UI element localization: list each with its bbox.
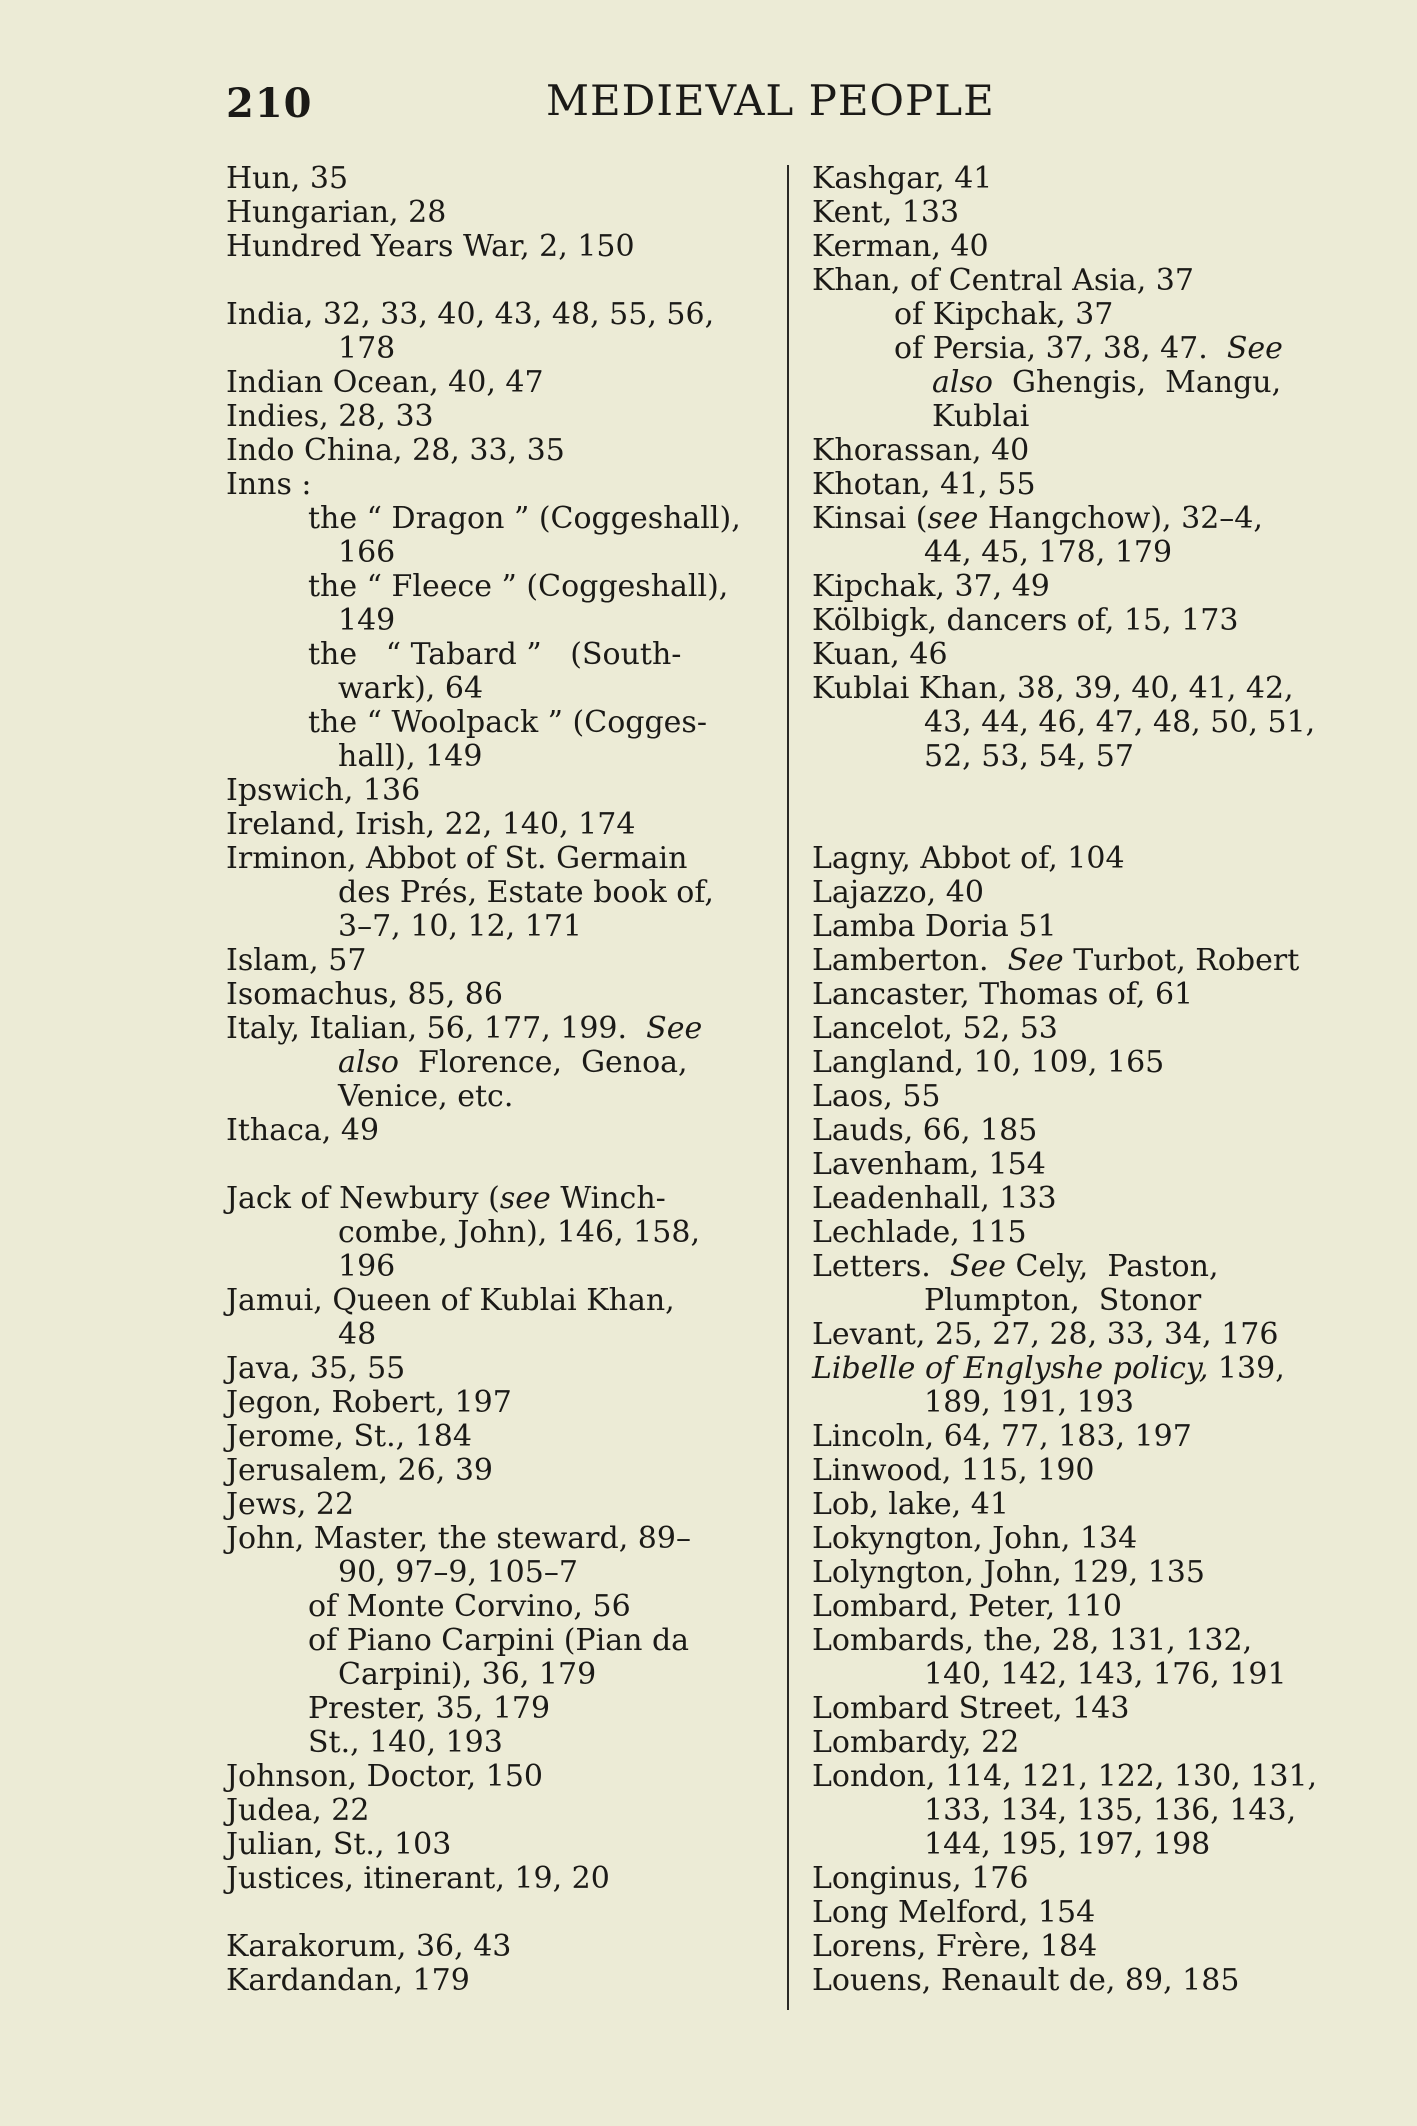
index-entry <box>226 1794 776 1828</box>
entry-text: Lob, lake, 41 <box>812 1487 1009 1522</box>
entry-text: 144, 195, 197, 198 <box>924 1827 1211 1862</box>
entry-text: Kipchak, 37, 49 <box>812 569 1050 604</box>
index-entry <box>226 1114 776 1148</box>
entry-text: Linwood, 115, 190 <box>812 1453 1095 1488</box>
index-subentry <box>226 910 776 944</box>
italic-text: see <box>927 501 979 536</box>
entry-text: Turbot, Robert <box>1063 943 1300 978</box>
index-entry <box>812 1046 1367 1080</box>
entry-text: Kent, 133 <box>812 195 960 230</box>
entry-text: Lokyngton, John, 134 <box>812 1521 1138 1556</box>
index-subentry <box>226 332 776 366</box>
index-subentry <box>812 1658 1367 1692</box>
entry-text: 43, 44, 46, 47, 48, 50, 51, <box>924 705 1316 740</box>
entry-text: Florence, Genoa, <box>418 1045 688 1080</box>
entry-text: St., 140, 193 <box>308 1725 503 1760</box>
entry-text: 44, 45, 178, 179 <box>924 535 1173 570</box>
entry-text: Lauds, 66, 185 <box>812 1113 1038 1148</box>
index-entry <box>812 876 1367 910</box>
index-entry <box>812 910 1367 944</box>
entry-text: Lombard, Peter, 110 <box>812 1589 1122 1624</box>
entry-text: Louens, Renault de, 89, 185 <box>812 1963 1240 1998</box>
italic-text: See <box>1007 943 1064 978</box>
index-entry <box>812 1692 1367 1726</box>
index-entry <box>226 230 776 264</box>
index-entry <box>226 298 776 332</box>
index-subentry <box>812 366 1367 400</box>
index-entry <box>226 1420 776 1454</box>
entry-gap <box>226 264 776 298</box>
index-entry <box>812 196 1367 230</box>
index-entry <box>226 1930 776 1964</box>
entry-text: Cely, Paston, <box>1005 1249 1219 1284</box>
entry-text: Plumpton, Stonor <box>924 1283 1202 1318</box>
index-subentry <box>812 740 1367 774</box>
entry-text: Lamba Doria 51 <box>812 909 1057 944</box>
italic-text: See <box>1226 331 1283 366</box>
italic-text: also <box>338 1045 399 1080</box>
index-entry <box>226 1352 776 1386</box>
index-entry <box>812 1420 1367 1454</box>
entry-text: Lincoln, 64, 77, 183, 197 <box>812 1419 1192 1454</box>
index-entry <box>226 842 776 876</box>
entry-text: Lancaster, Thomas of, 61 <box>812 977 1194 1012</box>
entry-text: Lajazzo, 40 <box>812 875 984 910</box>
entry-text: Longinus, 176 <box>812 1861 1029 1896</box>
index-entry <box>812 230 1367 264</box>
italic-text: also <box>932 365 993 400</box>
entry-text: Winch- <box>550 1181 666 1216</box>
index-entry <box>812 1930 1367 1964</box>
entry-text: Hungarian, 28 <box>226 195 447 230</box>
index-subentry <box>226 740 776 774</box>
index-entry <box>812 1318 1367 1352</box>
index-entry <box>226 774 776 808</box>
entry-text: Lamberton. <box>812 943 989 978</box>
index-entry <box>812 672 1367 706</box>
index-subentry <box>226 1080 776 1114</box>
entry-text: combe, John), 146, 158, <box>338 1215 700 1250</box>
entry-text: Indies, 28, 33 <box>226 399 434 434</box>
index-entry <box>812 1624 1367 1658</box>
entry-text: hall), 149 <box>338 739 483 774</box>
index-entry <box>812 434 1367 468</box>
entry-text: Carpini), 36, 179 <box>338 1657 597 1692</box>
index-entry <box>226 162 776 196</box>
index-entry <box>812 1590 1367 1624</box>
entry-text: Lombard Street, 143 <box>812 1691 1130 1726</box>
entry-text: Islam, 57 <box>226 943 367 978</box>
entry-text: 133, 134, 135, 136, 143, <box>924 1793 1297 1828</box>
index-entry <box>812 468 1367 502</box>
entry-text: Long Melford, 154 <box>812 1895 1096 1930</box>
index-entry <box>812 1182 1367 1216</box>
entry-text: Ghengis, Mangu, <box>1012 365 1282 400</box>
index-subentry <box>226 638 776 672</box>
index-subentry <box>226 1692 776 1726</box>
entry-text: the “ Fleece ” (Coggeshall), <box>308 569 729 604</box>
index-subentry <box>812 1794 1367 1828</box>
entry-text: Hangchow), 32–4, <box>978 501 1263 536</box>
index-entry <box>226 468 776 502</box>
index-entry <box>812 1522 1367 1556</box>
italic-text: Libelle of Englyshe policy, <box>812 1351 1209 1386</box>
entry-text: Khotan, 41, 55 <box>812 467 1036 502</box>
page-number: 210 <box>226 80 313 127</box>
entry-text: 139, <box>1208 1351 1285 1386</box>
index-subentry <box>226 876 776 910</box>
index-entry <box>812 570 1367 604</box>
index-entry <box>226 1760 776 1794</box>
entry-text: Lechlade, 115 <box>812 1215 1027 1250</box>
entry-text: the “ Dragon ” (Coggeshall), <box>308 501 741 536</box>
index-subentry <box>812 298 1367 332</box>
entry-text: Java, 35, 55 <box>226 1351 406 1386</box>
index-subentry <box>812 1386 1367 1420</box>
index-entry <box>812 1012 1367 1046</box>
index-entry <box>226 1828 776 1862</box>
entry-text: Hundred Years War, 2, 150 <box>226 229 635 264</box>
entry-text: Kardandan, 179 <box>226 1963 470 1998</box>
index-entry <box>812 1352 1367 1386</box>
entry-text: Letters. <box>812 1249 931 1284</box>
entry-text: of Kipchak, 37 <box>894 297 1114 332</box>
entry-text: the “ Woolpack ” (Cogges- <box>308 705 707 740</box>
index-entry <box>812 1964 1367 1998</box>
entry-text: Jack of Newbury ( <box>226 1181 500 1216</box>
index-subentry <box>226 1590 776 1624</box>
index-entry <box>812 944 1367 978</box>
entry-text: of Monte Corvino, 56 <box>308 1589 631 1624</box>
index-subentry <box>812 332 1367 366</box>
entry-text: 48 <box>338 1317 377 1352</box>
entry-text: Irminon, Abbot of St. Germain <box>226 841 688 876</box>
running-title: MEDIEVAL PEOPLE <box>546 76 995 125</box>
index-entry <box>812 638 1367 672</box>
index-entry <box>812 1250 1367 1284</box>
entry-text: Lavenham, 154 <box>812 1147 1046 1182</box>
entry-text: Venice, etc. <box>338 1079 514 1114</box>
index-entry <box>226 1182 776 1216</box>
entry-gap <box>226 1896 776 1930</box>
index-entry <box>226 434 776 468</box>
index-entry <box>812 502 1367 536</box>
entry-text: 189, 191, 193 <box>924 1385 1134 1420</box>
entry-text: London, 114, 121, 122, 130, 131, <box>812 1759 1318 1794</box>
column-divider <box>787 165 789 2010</box>
entry-text: Levant, 25, 27, 28, 33, 34, 176 <box>812 1317 1279 1352</box>
entry-text: Julian, St., 103 <box>226 1827 452 1862</box>
index-subentry <box>226 1658 776 1692</box>
entry-text: the “ Tabard ” (South- <box>308 637 682 672</box>
entry-text: Lorens, Frère, 184 <box>812 1929 1098 1964</box>
entry-text: Jerome, St., 184 <box>226 1419 472 1454</box>
italic-text: See <box>949 1249 1006 1284</box>
index-entry <box>226 1012 776 1046</box>
entry-text: Kinsai ( <box>812 501 928 536</box>
entry-text: Laos, 55 <box>812 1079 941 1114</box>
index-entry <box>226 1862 776 1896</box>
index-entry <box>812 1080 1367 1114</box>
page-header <box>226 76 1366 140</box>
index-subentry <box>812 536 1367 570</box>
entry-text: Kerman, 40 <box>812 229 989 264</box>
index-entry <box>226 944 776 978</box>
index-entry <box>226 1284 776 1318</box>
index-entry <box>812 1896 1367 1930</box>
index-entry <box>812 1216 1367 1250</box>
entry-text: Lombardy, 22 <box>812 1725 1020 1760</box>
index-subentry <box>226 502 776 536</box>
entry-text: Leadenhall, 133 <box>812 1181 1057 1216</box>
index-subentry <box>226 1624 776 1658</box>
index-entry <box>812 1148 1367 1182</box>
entry-text: John, Master, the steward, 89– <box>226 1521 691 1556</box>
italic-text: see <box>499 1181 551 1216</box>
index-entry <box>812 1556 1367 1590</box>
entry-text: Karakorum, 36, 43 <box>226 1929 512 1964</box>
index-subentry <box>226 1250 776 1284</box>
index-subentry <box>226 570 776 604</box>
index-subentry <box>226 1318 776 1352</box>
index-subentry <box>812 706 1367 740</box>
index-entry <box>226 1386 776 1420</box>
index-entry <box>226 366 776 400</box>
entry-text: Kublai Khan, 38, 39, 40, 41, 42, <box>812 671 1294 706</box>
entry-text: 3–7, 10, 12, 171 <box>338 909 582 944</box>
index-subentry <box>226 672 776 706</box>
entry-text: 178 <box>338 331 396 366</box>
entry-text: Lolyngton, John, 129, 135 <box>812 1555 1205 1590</box>
index-entry <box>812 1726 1367 1760</box>
entry-text: of Persia, 37, 38, 47. <box>894 331 1208 366</box>
entry-text: Hun, 35 <box>226 161 349 196</box>
index-entry <box>226 1488 776 1522</box>
entry-text: of Piano Carpini (Pian da <box>308 1623 690 1658</box>
entry-text: Inns : <box>226 467 312 502</box>
index-subentry <box>226 1046 776 1080</box>
entry-text: 140, 142, 143, 176, 191 <box>924 1657 1287 1692</box>
index-entry <box>812 1114 1367 1148</box>
index-subentry <box>812 1284 1367 1318</box>
entry-text: Lancelot, 52, 53 <box>812 1011 1058 1046</box>
entry-gap <box>812 774 1367 842</box>
entry-text: Isomachus, 85, 86 <box>226 977 503 1012</box>
entry-text: Kashgar, 41 <box>812 161 993 196</box>
entry-text: Italy, Italian, 56, 177, 199. <box>226 1011 628 1046</box>
index-subentry <box>226 1726 776 1760</box>
entry-text: 196 <box>338 1249 396 1284</box>
index-subentry <box>812 1828 1367 1862</box>
entry-text: Jerusalem, 26, 39 <box>226 1453 494 1488</box>
index-entry <box>812 604 1367 638</box>
entry-text: Jews, 22 <box>226 1487 355 1522</box>
index-entry <box>812 162 1367 196</box>
entry-text: 149 <box>338 603 396 638</box>
entry-text: Khan, of Central Asia, 37 <box>812 263 1194 298</box>
entry-text: Ireland, Irish, 22, 140, 174 <box>226 807 636 842</box>
index-subentry <box>226 1556 776 1590</box>
entry-text: Langland, 10, 109, 165 <box>812 1045 1165 1080</box>
index-entry <box>812 1760 1367 1794</box>
entry-text: Kölbigk, dancers of, 15, 173 <box>812 603 1239 638</box>
entry-text: Lombards, the, 28, 131, 132, <box>812 1623 1253 1658</box>
index-subentry <box>812 400 1367 434</box>
index-entry <box>226 196 776 230</box>
index-entry <box>812 1454 1367 1488</box>
entry-text: Kuan, 46 <box>812 637 948 672</box>
entry-text: des Prés, Estate book of, <box>338 875 714 910</box>
index-subentry <box>226 604 776 638</box>
index-entry <box>226 1522 776 1556</box>
index-entry <box>812 842 1367 876</box>
entry-text: Lagny, Abbot of, 104 <box>812 841 1125 876</box>
index-column-right <box>812 162 1367 1998</box>
entry-text: Ithaca, 49 <box>226 1113 380 1148</box>
entry-text: 90, 97–9, 105–7 <box>338 1555 578 1590</box>
index-entry <box>226 1964 776 1998</box>
entry-text: Indo China, 28, 33, 35 <box>226 433 565 468</box>
entry-text: wark), 64 <box>338 671 484 706</box>
entry-text: Khorassan, 40 <box>812 433 1030 468</box>
index-subentry <box>226 536 776 570</box>
index-entry <box>812 1862 1367 1896</box>
entry-text: Indian Ocean, 40, 47 <box>226 365 544 400</box>
entry-text: Kublai <box>932 399 1030 434</box>
entry-text: Judea, 22 <box>226 1793 370 1828</box>
entry-text: Jamui, Queen of Kublai Khan, <box>226 1283 675 1318</box>
entry-text: India, 32, 33, 40, 43, 48, 55, 56, <box>226 297 715 332</box>
index-entry <box>812 264 1367 298</box>
entry-text: 166 <box>338 535 396 570</box>
entry-text: Justices, itinerant, 19, 20 <box>226 1861 610 1896</box>
entry-gap <box>226 1148 776 1182</box>
entry-text: Jegon, Robert, 197 <box>226 1385 512 1420</box>
index-entry <box>812 978 1367 1012</box>
index-subentry <box>226 706 776 740</box>
entry-text: 52, 53, 54, 57 <box>924 739 1134 774</box>
index-entry <box>226 808 776 842</box>
index-entry <box>226 1454 776 1488</box>
entry-text: Prester, 35, 179 <box>308 1691 551 1726</box>
entry-text: Ipswich, 136 <box>226 773 421 808</box>
index-entry <box>226 400 776 434</box>
italic-text: See <box>646 1011 703 1046</box>
index-entry <box>226 978 776 1012</box>
index-column-left <box>226 162 776 1998</box>
index-subentry <box>226 1216 776 1250</box>
entry-text: Johnson, Doctor, 150 <box>226 1759 543 1794</box>
index-entry <box>812 1488 1367 1522</box>
